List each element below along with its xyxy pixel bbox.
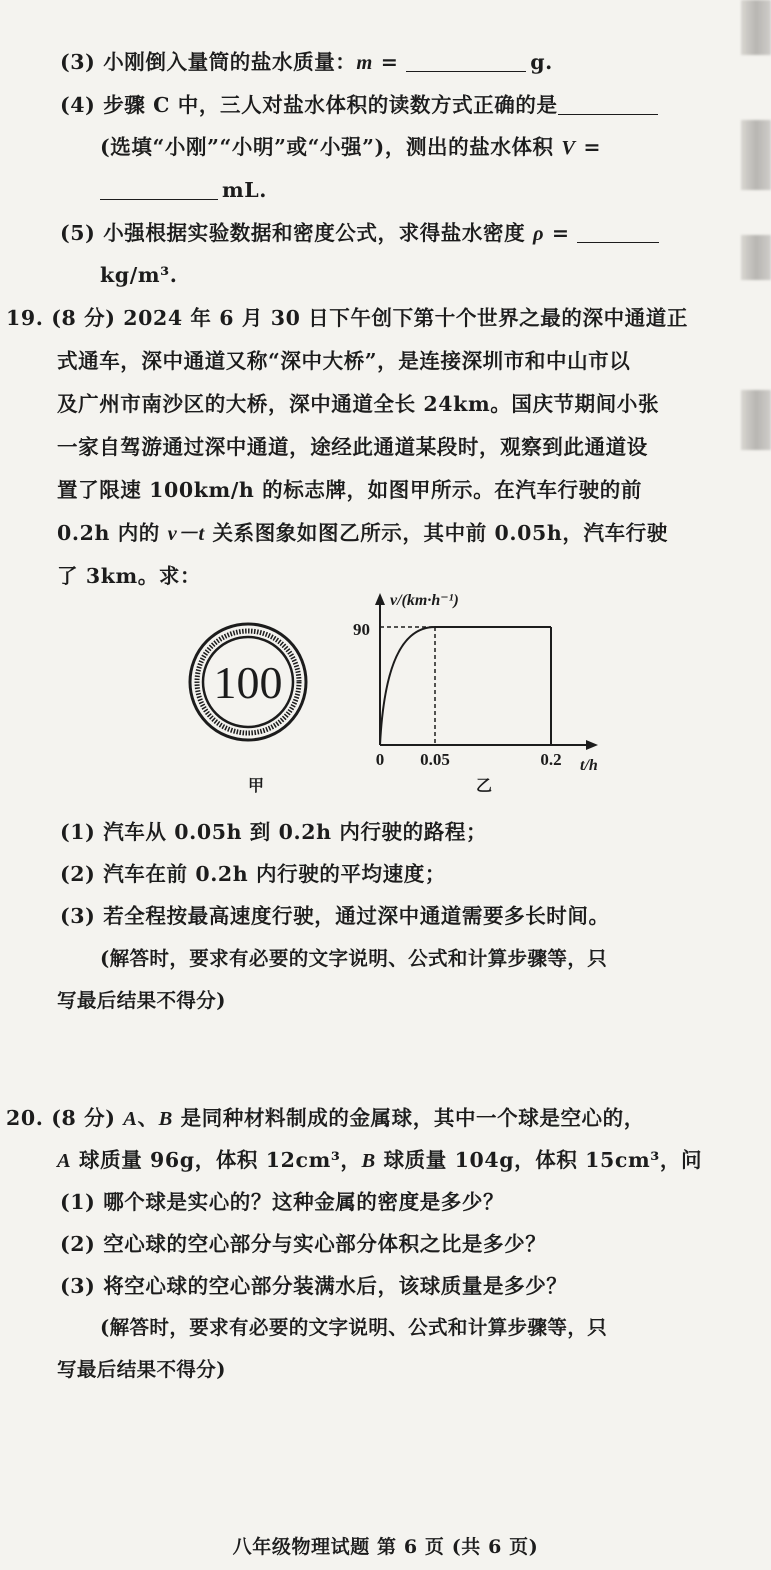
q19-note-line1: (解答时，要求有必要的文字说明、公式和计算步骤等，只 — [100, 947, 608, 970]
q20-sub2: (2) 空心球的空心部分与实心部分体积之比是多少？ — [60, 1232, 547, 1256]
sign-value: 100 — [213, 657, 283, 708]
q20-line1: 20. (8 分) A、B 是同种材料制成的金属球，其中一个球是空心的， — [6, 1106, 645, 1130]
y-axis-label: v/(km·h⁻¹) — [390, 592, 459, 609]
q19-line7: 了 3km。求： — [57, 564, 202, 588]
x-tick-0: 0 — [375, 750, 385, 769]
q20-note-line1: (解答时，要求有必要的文字说明、公式和计算步骤等，只 — [100, 1316, 608, 1339]
q19-line5: 置了限速 100km/h 的标志牌，如图甲所示。在汽车行驶的前 — [57, 478, 642, 502]
q19-sub1: (1) 汽车从 0.05h 到 0.2h 内行驶的路程； — [60, 820, 488, 844]
answer-blank[interactable] — [577, 224, 659, 243]
blurred-page-edge — [741, 120, 771, 190]
q19-note-line2: 写最后结果不得分) — [57, 989, 226, 1012]
x-tick-02: 0.2 — [540, 750, 562, 769]
q19-line6: 0.2h 内的 v－t 关系图象如图乙所示，其中前 0.05h，汽车行驶 — [57, 521, 668, 545]
q18-part5-line1: (5) 小强根据实验数据和密度公式，求得盐水密度 ρ = — [60, 223, 659, 245]
vt-graph — [330, 585, 610, 775]
blurred-page-edge — [741, 390, 771, 450]
q18-part4-line3: mL. — [100, 180, 267, 201]
q19-sub2: (2) 汽车在前 0.2h 内行驶的平均速度； — [60, 862, 446, 886]
answer-blank[interactable] — [558, 96, 658, 115]
q20-note-line2: 写最后结果不得分) — [57, 1358, 226, 1381]
series-curve-accel — [380, 627, 435, 745]
y-axis-arrow — [375, 593, 385, 605]
blurred-page-edge — [741, 0, 771, 55]
x-axis-label: t/h — [580, 757, 598, 774]
q19-line3: 及广州市南沙区的大桥，深中通道全长 24km。国庆节期间小张 — [57, 392, 660, 416]
q19-sub3: (3) 若全程按最高速度行驶，通过深中通道需要多长时间。 — [60, 904, 610, 928]
speed-limit-sign — [186, 620, 310, 744]
q18-part3: (3) 小刚倒入量筒的盐水质量：m = g. — [60, 50, 553, 74]
q18-part5-line2: kg/m³. — [100, 263, 178, 287]
q18-part4-line2: (选填“小刚”“小明”或“小强”)，测出的盐水体积 V = — [100, 135, 602, 159]
figure-b-label: 乙 — [476, 776, 493, 795]
q20-sub1: (1) 哪个球是实心的？这种金属的密度是多少？ — [60, 1190, 505, 1214]
x-tick-005: 0.05 — [420, 750, 450, 769]
page-footer: 八年级物理试题 第 6 页 (共 6 页) — [232, 1536, 539, 1558]
answer-blank[interactable] — [100, 181, 218, 200]
q19-line2: 式通车，深中通道又称“深中大桥”，是连接深圳市和中山市以 — [57, 349, 631, 373]
q19-line4: 一家自驾游通过深中通道，途经此通道某段时，观察到此通道设 — [57, 435, 648, 459]
q20-sub3: (3) 将空心球的空心部分装满水后，该球质量是多少？ — [60, 1274, 568, 1298]
x-axis-arrow — [586, 740, 598, 750]
q19-line1: 19. (8 分) 2024 年 6 月 30 日下午创下第十个世界之最的深中通道正 — [6, 306, 688, 330]
y-tick-90: 90 — [353, 620, 370, 639]
q18-part4-line1: (4) 步骤 C 中，三人对盐水体积的读数方式正确的是 — [60, 95, 658, 116]
answer-blank[interactable] — [406, 53, 526, 72]
q20-line2: A 球质量 96g，体积 12cm³，B 球质量 104g，体积 15cm³，问 — [57, 1148, 703, 1172]
blurred-page-edge — [741, 235, 771, 280]
figure-a-label: 甲 — [248, 776, 265, 795]
